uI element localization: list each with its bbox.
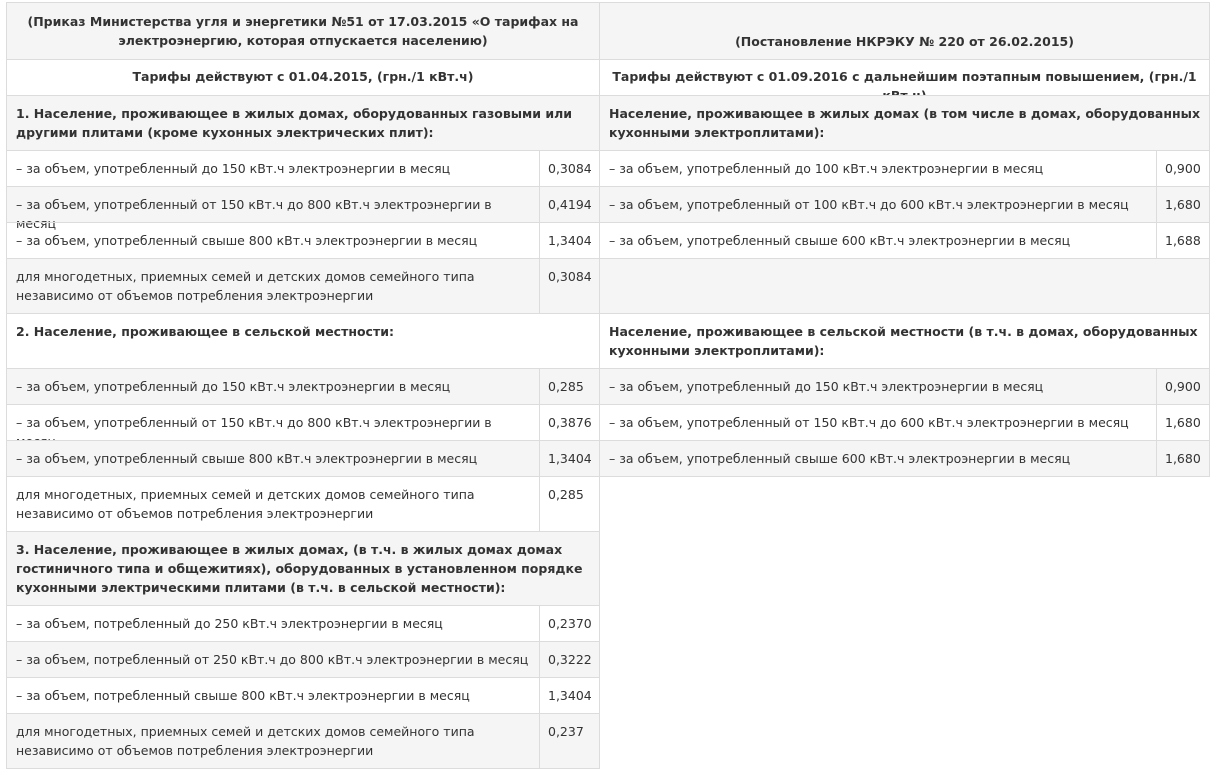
row-label: – за объем, употребленный до 150 кВт.ч электроэнергии в месяц — [609, 379, 1044, 394]
header-left-title: (Приказ Министерства угля и энергетики №51 от 17.03.2015 «О тарифах на электроэнергию, которая отпускается населению) — [27, 14, 579, 48]
header-right-subtitle: Тарифы действуют с 01.09.2016 с дальнейшим поэтапным повышением, (грн./1 — [612, 69, 1197, 84]
row-value-cell — [1156, 440, 1210, 477]
row-value: 0,285 — [548, 487, 584, 502]
row-label: – за объем, употребленный от 150 кВт.ч до 800 кВт.ч электроэнергии в — [16, 415, 492, 430]
row-label: – за объем, потребленный до 250 кВт.ч электроэнергии в месяц — [16, 616, 443, 631]
row-label: для многодетных, приемных семей и детских домов семейного типа независимо от объемов потребления электроэнергии — [16, 724, 475, 758]
right-s1-heading-cell — [599, 95, 1210, 151]
row-value-cell — [539, 440, 600, 477]
row-label: – за объем, употребленный до 150 кВт.ч электроэнергии в месяц — [16, 379, 451, 394]
empty-cell — [599, 258, 1210, 314]
header-left-title-cell — [6, 2, 600, 60]
table-row — [6, 150, 540, 187]
table-row — [599, 150, 1157, 187]
row-label: – за объем, употребленный от 150 кВт.ч до 800 кВт.ч электроэнергии в месяц — [16, 197, 492, 231]
row-value-cell — [1156, 368, 1210, 405]
row-value: 0,3222 — [548, 652, 592, 667]
row-label: – за объем, потребленный свыше 800 кВт.ч электроэнергии в месяц — [16, 688, 470, 703]
row-value: 1,680 — [1165, 451, 1201, 466]
row-label: – за объем, употребленный до 100 кВт.ч электроэнергии в месяц — [609, 161, 1044, 176]
row-value-cell — [539, 404, 600, 441]
row-value-cell — [1156, 222, 1210, 259]
row-value: 1,3404 — [548, 451, 592, 466]
row-label: – за объем, потребленный от 250 кВт.ч до 800 кВт.ч электроэнергии в месяц — [16, 652, 529, 667]
header-right-title: (Постановление НКРЭКУ № 220 от 26.02.2015) — [735, 34, 1074, 49]
row-value-cell — [539, 368, 600, 405]
table-row — [6, 641, 540, 678]
section-heading: Население, проживающее в сельской местности (в т.ч. в домах, оборудованных кухонными электроплитами): — [609, 324, 1198, 358]
table-row — [599, 404, 1157, 441]
row-label: – за объем, употребленный от 150 кВт.ч до 600 кВт.ч электроэнергии в месяц — [609, 415, 1129, 430]
row-value: 1,688 — [1165, 233, 1201, 248]
row-value: 0,3084 — [548, 161, 592, 176]
header-right-title-cell — [599, 2, 1210, 60]
table-row — [599, 222, 1157, 259]
row-value: 0,285 — [548, 379, 584, 394]
header-left-subtitle-cell — [6, 59, 600, 96]
row-value-cell — [539, 713, 600, 769]
row-value: 1,3404 — [548, 688, 592, 703]
table-row — [6, 222, 540, 259]
left-s3-heading-cell — [6, 531, 600, 606]
table-row — [6, 186, 540, 231]
row-value: 0,2370 — [548, 616, 592, 631]
row-value-cell — [539, 641, 600, 678]
row-value: 0,4194 — [548, 197, 592, 212]
row-value-cell — [539, 677, 600, 714]
row-label: для многодетных, приемных семей и детских домов семейного типа независимо от объемов потребления электроэнергии — [16, 269, 475, 303]
header-left-subtitle: Тарифы действуют с 01.04.2015, (грн./1 кВт.ч) — [132, 69, 474, 84]
row-value-cell — [539, 186, 600, 223]
row-value-cell — [539, 150, 600, 187]
row-value-cell — [539, 222, 600, 259]
table-row — [6, 677, 540, 714]
table-row — [599, 440, 1157, 477]
left-s1-heading-cell — [6, 95, 600, 151]
row-label: – за объем, употребленный от 100 кВт.ч до 600 кВт.ч электроэнергии в месяц — [609, 197, 1129, 212]
row-label: для многодетных, приемных семей и детских домов семейного типа независимо от объемов потребления электроэнергии — [16, 487, 475, 521]
table-row — [6, 368, 540, 405]
table-row — [6, 605, 540, 642]
right-s2-heading-cell — [599, 313, 1210, 369]
row-label: – за объем, употребленный до 150 кВт.ч электроэнергии в месяц — [16, 161, 451, 176]
row-value: 1,3404 — [548, 233, 592, 248]
row-value: 1,680 — [1165, 415, 1201, 430]
table-row — [6, 404, 540, 441]
row-value-cell — [1156, 186, 1210, 223]
table-row — [6, 440, 540, 477]
table-row — [599, 186, 1157, 223]
table-row — [599, 368, 1157, 405]
row-value: 1,680 — [1165, 197, 1201, 212]
row-value-cell — [539, 476, 600, 532]
header-right-subtitle-cell — [599, 59, 1210, 96]
row-value-cell — [539, 258, 600, 314]
section-heading: 3. Население, проживающее в жилых домах, (в т.ч. в жилых домах домах гостиничного типа и общежитиях), оборудованных в установленном порядке кухонными электрическими плитами (в т.ч. в сельской местности): — [16, 542, 583, 595]
table-row — [6, 713, 540, 769]
section-heading: 1. Население, проживающее в жилых домах, оборудованных газовыми или другими плитами (кроме кухонных электрических плит): — [16, 106, 573, 140]
section-heading: Население, проживающее в жилых домах (в том числе в домах, оборудованных кухонными электроплитами): — [609, 106, 1201, 140]
row-label: – за объем, употребленный свыше 800 кВт.ч электроэнергии в месяц — [16, 233, 478, 248]
row-value: 0,3084 — [548, 269, 592, 284]
row-value: 0,900 — [1165, 161, 1201, 176]
row-value: 0,3876 — [548, 415, 592, 430]
row-label: – за объем, употребленный свыше 600 кВт.ч электроэнергии в месяц — [609, 233, 1071, 248]
left-s2-heading-cell — [6, 313, 600, 369]
row-value: 0,900 — [1165, 379, 1201, 394]
section-heading: 2. Население, проживающее в сельской местности: — [16, 324, 394, 339]
row-value: 0,237 — [548, 724, 584, 739]
row-value-cell — [539, 605, 600, 642]
table-row — [6, 258, 540, 314]
table-row — [6, 476, 540, 532]
row-label: – за объем, употребленный свыше 800 кВт.ч электроэнергии в месяц — [16, 451, 478, 466]
row-label: – за объем, употребленный свыше 600 кВт.ч электроэнергии в месяц — [609, 451, 1071, 466]
row-value-cell — [1156, 404, 1210, 441]
row-value-cell — [1156, 150, 1210, 187]
